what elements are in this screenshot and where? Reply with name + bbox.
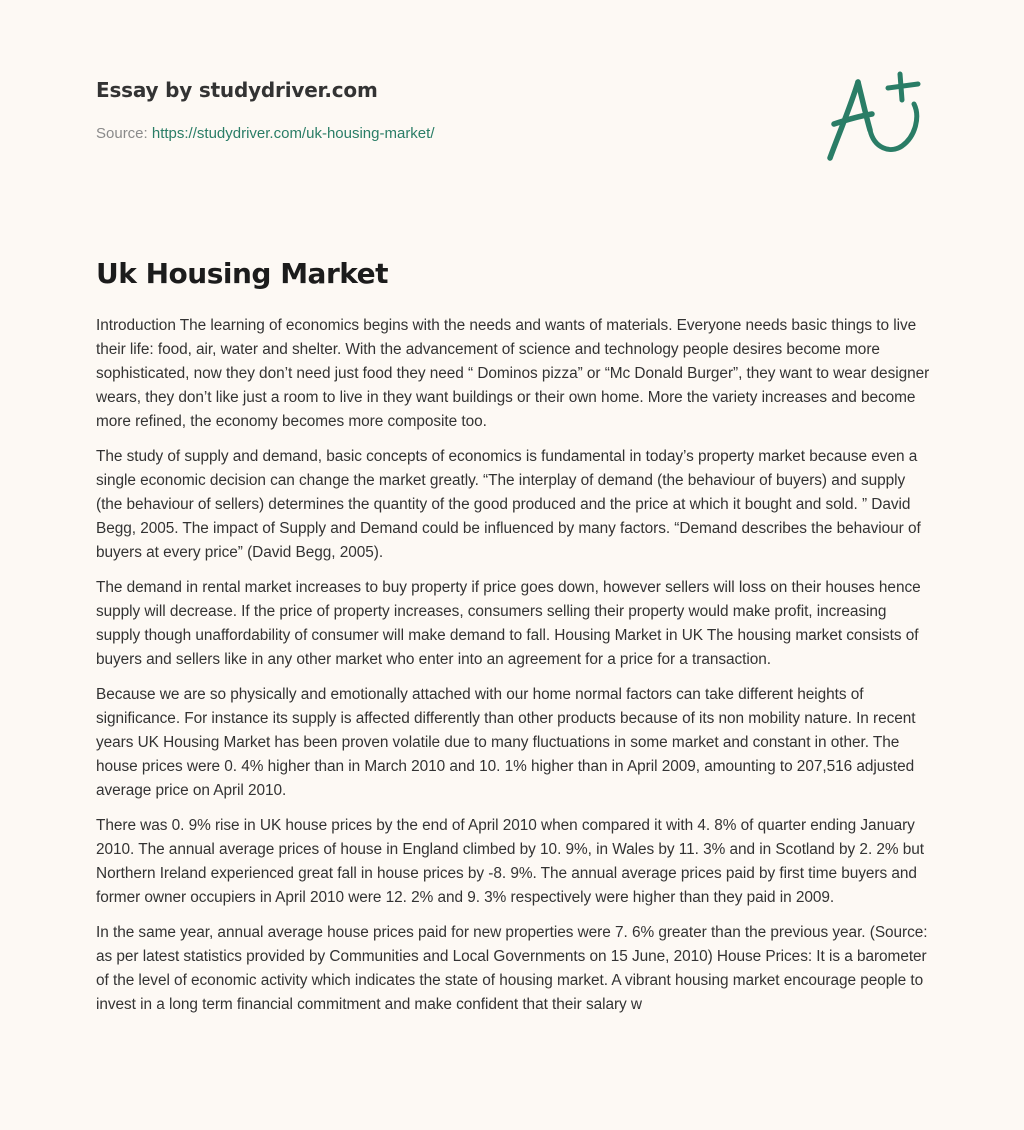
page-title: Uk Housing Market <box>96 257 389 290</box>
paragraph: Because we are so physically and emotionally attached with our home normal factors can take different heights of significance. For instance its supply is affected differently than other products because of its non mobility nature. In recent years UK Housing Market has been proven volatile due to many fluctuations in some market and constant in other. The house prices were 0. 4% higher than in March 2010 and 10. 1% higher than in April 2009, amounting to 207,516 adjusted average price on April 2010. <box>96 686 916 799</box>
paragraph: In the same year, annual average house prices paid for new properties were 7. 6% greater than the previous year. (Source: as per latest statistics provided by Communities and Local Governments on 15 June, 2010) House Prices: It is a barometer of the level of economic activity which indicates the state of housing market. A vibrant housing market encourage people to invest in a long term financial commitment and make confident that their salary w <box>96 924 928 1013</box>
paragraph: There was 0. 9% rise in UK house prices by the end of April 2010 when compared it with 4. 8% of quarter ending January 2010. The annual average prices of house in England climbed by 10. 9%, in Wales by 11. 3% and in Scotland by 2. 2% but Northern Ireland experienced great fall in house prices by -8. 9%. The annual average prices paid by first time buyers and former owner occupiers in April 2010 were 12. 2% and 9. 3% respectively were higher than they paid in 2009. <box>96 817 925 906</box>
paragraph: The study of supply and demand, basic concepts of economics is fundamental in today’s property market because even a single economic decision can change the market greatly. “The interplay of demand (the behaviour of buyers) and supply (the behaviour of sellers) determines the quantity of the good produced and the price at which it bought and sold. ” David Begg, 2005. The impact of Supply and Demand could be influenced by many factors. “Demand describes the behaviour of buyers at every price” (David Begg, 2005). <box>96 448 921 561</box>
essay-body <box>96 314 932 1028</box>
paragraph: The demand in rental market increases to buy property if price goes down, however sellers will loss on their houses hence supply will decrease. If the price of property increases, consumers selling their property would make profit, increasing supply though unaffordability of consumer will make demand to fall. Housing Market in UK The housing market consists of buyers and sellers like in any other market who enter into an agreement for a price for a transaction. <box>96 579 921 668</box>
source-link[interactable]: https://studydriver.com/uk-housing-market/ <box>151 125 435 142</box>
brand-title: Essay by studydriver.com <box>96 78 378 102</box>
source-label: Source: <box>96 125 152 142</box>
a-plus-grade-icon <box>820 64 930 168</box>
essay-header <box>96 72 928 144</box>
paragraph: Introduction The learning of economics begins with the needs and wants of materials. Everyone needs basic things to live their life: food, air, water and shelter. With the advancement of science and technology people desires become more sophisticated, now they don’t need just food they need “ Dominos pizza” or “Mc Donald Burger”, they want to wear designer wears, they don’t like just a room to live in they want buildings or their own home. More the variety increases and become more refined, the economy becomes more composite too. <box>96 317 930 430</box>
source-line <box>96 124 928 144</box>
